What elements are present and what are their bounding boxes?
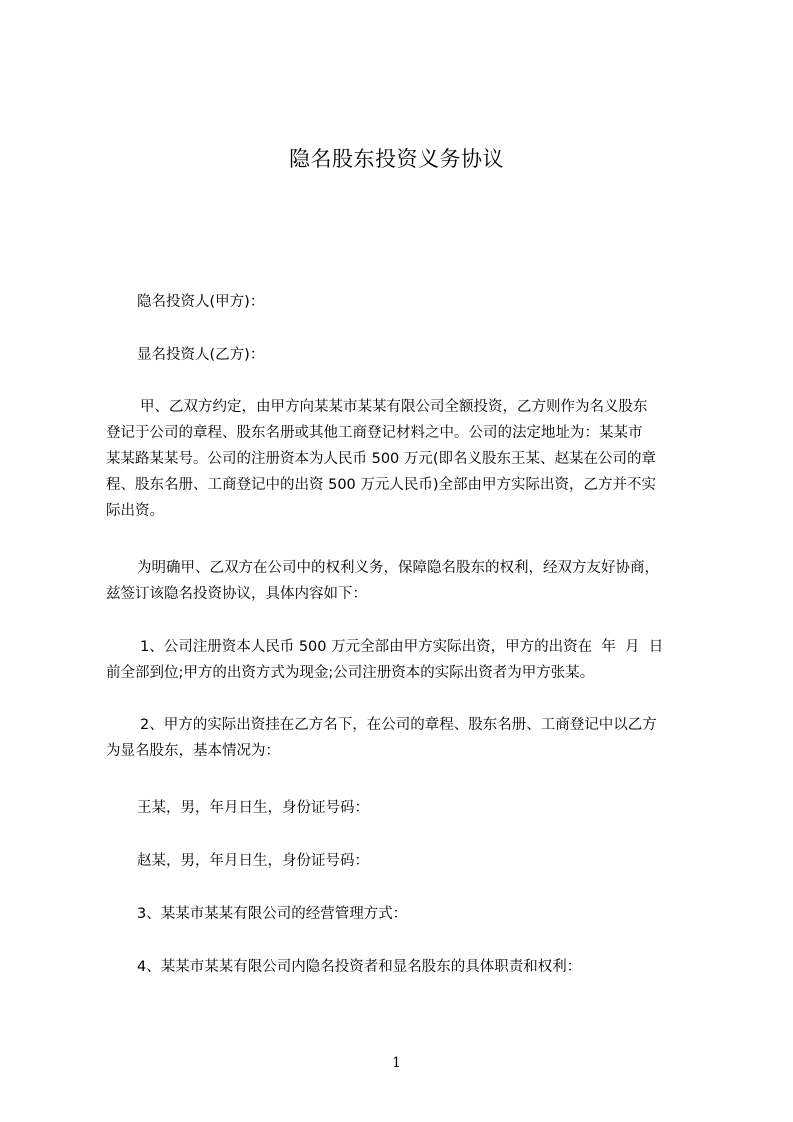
document-title: 隐名股东投资义务协议 [289,147,504,171]
paragraph-line: 2、甲方的实际出资挂在乙方名下，在公司的章程、股东名册、工商登记中以乙方 [140,717,657,733]
paragraph-line: 1、公司注册资本人民币 500 万元全部由甲方实际出资，甲方的出资在 年 月 日 [140,639,664,655]
paragraph-line: 为显名股东，基本情况为： [106,743,280,759]
paragraph-line: 某某路某某号。公司的注册资本为人民币 500 万元(即名义股东王某、赵某在公司的章 [106,451,657,467]
paragraph-agreement [0,396,702,526]
party-a-line: 隐名投资人(甲方)： [137,294,265,310]
paragraph-line: 前全部到位;甲方的出资方式为现金;公司注册资本的实际出资者为甲方张某。 [106,665,595,681]
party-b-line: 显名投资人(乙方)： [137,347,265,363]
paragraph-line: 程、股东名册、工商登记中的出资 500 万元人民币)全部由甲方实际出资，乙方并不实 [106,477,657,493]
clause-4-line: 4、某某市某某有限公司内隐名投资者和显名股东的具体职责和权利： [137,959,582,975]
paragraph-line: 甲、乙双方约定，由甲方向某某市某某有限公司全额投资，乙方则作为名义股东 [140,399,648,415]
clause-3-line: 3、某某市某某有限公司的经营管理方式： [137,906,408,922]
paragraph-line: 兹签订该隐名投资协议，具体内容如下： [106,586,367,602]
shareholder-wang-line: 王某，男，年月日生，身份证号码： [137,800,369,816]
paragraph-line: 际出资。 [106,503,164,519]
paragraph-line: 登记于公司的章程、股东名册或其他工商登记材料之中。公司的法定地址为：某某市 [106,425,643,441]
shareholder-zhao-line: 赵某，男，年月日生，身份证号码： [137,853,369,869]
page-number: 1 [392,1055,401,1071]
paragraph-line: 为明确甲、乙双方在公司中的权利义务，保障隐名股东的权利，经双方友好协商， [137,560,659,576]
